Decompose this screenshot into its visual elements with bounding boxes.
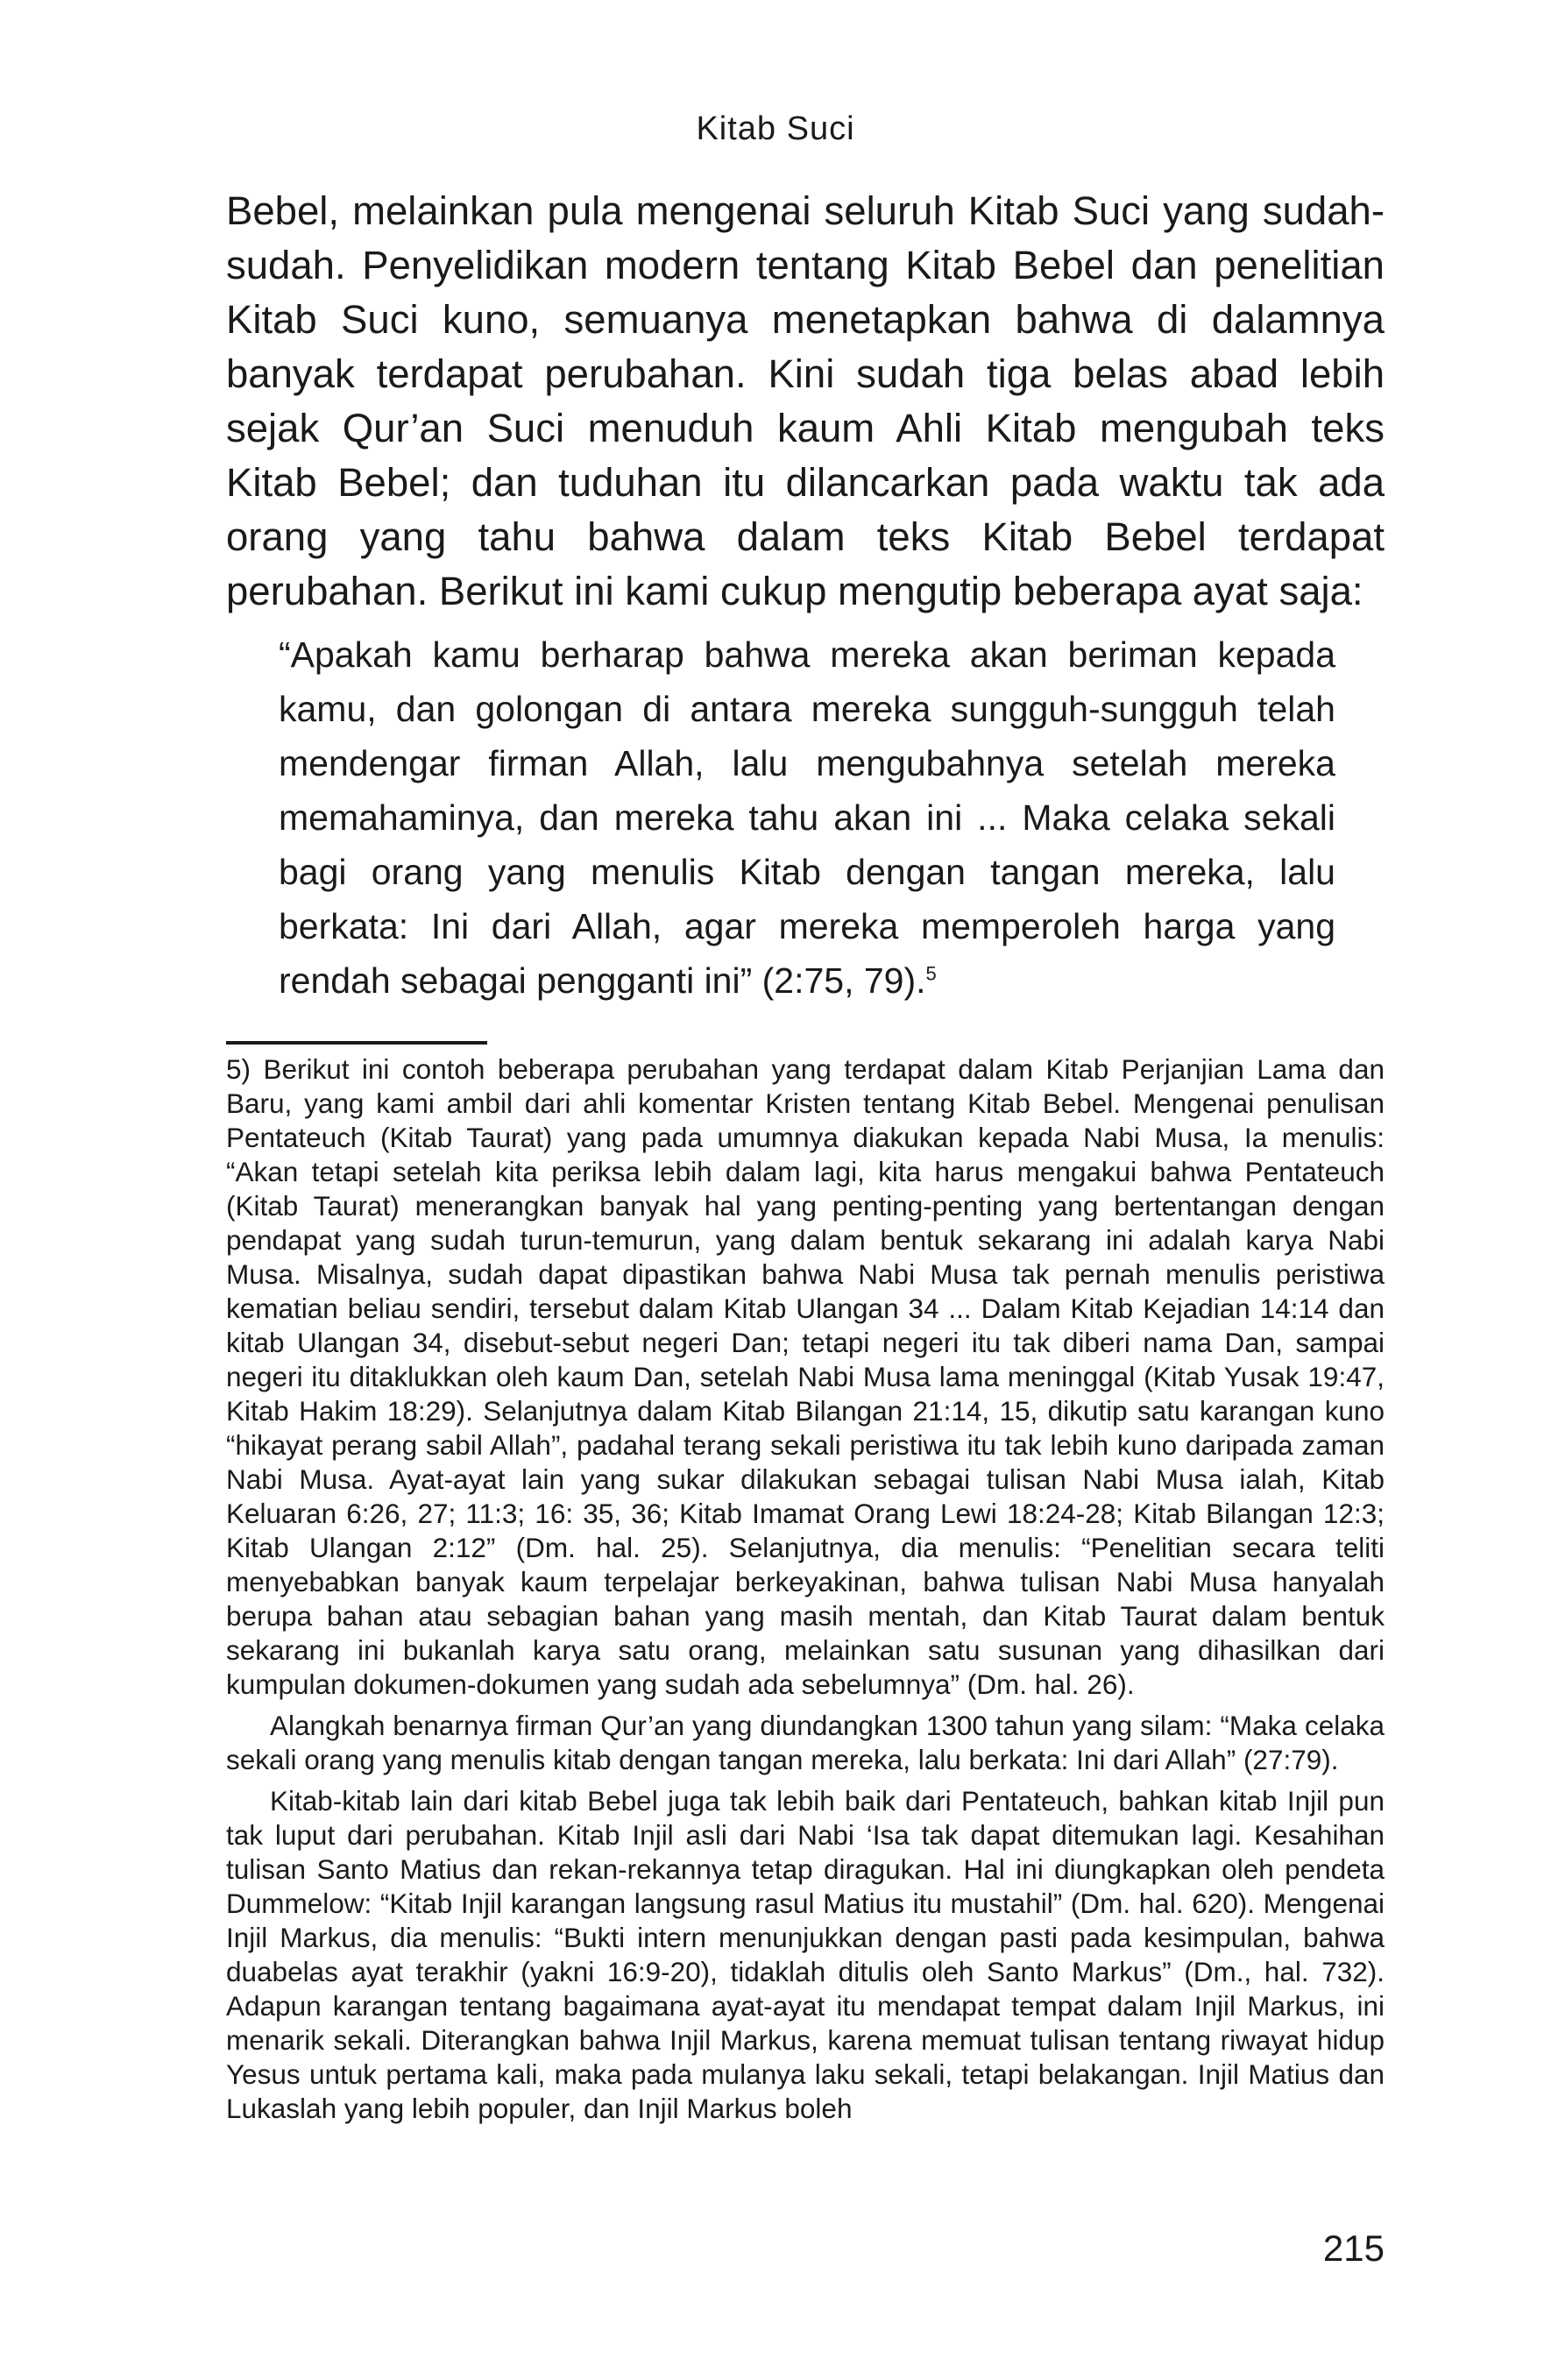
footnote-divider — [226, 1041, 487, 1045]
footnote-reference: 5 — [925, 962, 937, 985]
block-quote — [279, 627, 1335, 1008]
footnotes — [226, 1052, 1385, 2126]
footnote-paragraph: Alangkah benarnya firman Qur’an yang diundangkan 1300 tahun yang silam: “Maka celaka sekali orang yang menulis kitab dengan tangan mereka, lalu berkata: Ini dari Allah” (27:79). — [226, 1710, 1385, 1775]
quote-text: “Apakah kamu berharap bahwa mereka akan beriman kepada kamu, dan golongan di antara mereka sungguh-sungguh telah mendengar firman Allah, lalu mengubahnya setelah mereka memahaminya, dan mereka tahu akan ini ... Maka celaka sekali bagi orang yang menulis Kitab dengan tangan mereka, lalu berkata: Ini dari Allah, agar mereka memperoleh harga yang rendah sebagai pengganti ini” (2:75, 79). — [279, 634, 1335, 1001]
page-number: 215 — [1322, 2228, 1385, 2269]
footnote-paragraph: 5) Berikut ini contoh beberapa perubahan yang terdapat dalam Kitab Perjanjian Lama dan Baru, yang kami ambil dari ahli komentar Kristen tentang Kitab Bebel. Mengenai penulisan Pentateuch (Kitab Taurat) yang pada umumnya diakukan kepada Nabi Musa, Ia menulis: “Akan tetapi setelah kita periksa lebih dalam lagi, kita harus mengakui bahwa Pentateuch (Kitab Taurat) menerangkan banyak hal yang penting-penting yang bertentangan dengan pendapat yang sudah turun-temurun, yang dalam bentuk sekarang ini adalah karya Nabi Musa. Misalnya, sudah dapat dipastikan bahwa Nabi Musa tak pernah menulis peristiwa kematian beliau sendiri, tersebut dalam Kitab Ulangan 34 ... Dalam Kitab Kejadian 14:14 dan kitab Ulangan 34, disebut-sebut negeri Dan; tetapi negeri itu tak diberi nama Dan, sampai negeri itu ditaklukkan oleh kaum Dan, setelah Nabi Musa lama meninggal (Kitab Yusak 19:47, Kitab Hakim 18:29). Selanjutnya dalam Kitab Bilangan 21:14, 15, dikutip satu karangan kuno “hikayat perang sabil Allah”, padahal terang sekali peristiwa itu tak lebih kuno daripada zaman Nabi Musa. Ayat-ayat lain yang sukar dilakukan sebagai tulisan Nabi Musa ialah, Kitab Keluaran 6:26, 27; 11:3; 16: 35, 36; Kitab Imamat Orang Lewi 18:24-28; Kitab Bilangan 12:3; Kitab Ulangan 2:12” (Dm. hal. 25). Selanjutnya, dia menulis: “Penelitian secara teliti menyebabkan banyak kaum terpelajar berkeyakinan, bahwa tulisan Nabi Musa hanyalah berupa bahan atau sebagian bahan yang masih mentah, dan Kitab Taurat dalam bentuk sekarang ini bukanlah karya satu orang, melainkan satu susunan yang dihasilkan dari kumpulan dokumen-dokumen yang sudah ada sebelumnya” (Dm. hal. 26). — [226, 1053, 1385, 1700]
footnote-paragraph: Kitab-kitab lain dari kitab Bebel juga tak lebih baik dari Pentateuch, bahkan kitab Injil pun tak luput dari perubahan. Kitab Injil asli dari Nabi ‘Isa tak dapat ditemukan lagi. Kesahihan tulisan Santo Matius dan rekan-rekannya tetap diragukan. Hal ini diungkapkan oleh pendeta Dummelow: “Kitab Injil karangan langsung rasul Matius itu mustahil” (Dm. hal. 620). Mengenai Injil Markus, dia menulis: “Bukti intern menunjukkan dengan pasti pada kesimpulan, bahwa duabelas ayat terakhir (yakni 16:9-20), tidaklah ditulis oleh Santo Markus” (Dm., hal. 732). Adapun karangan tentang bagaimana ayat-ayat itu mendapat tempat dalam Injil Markus, ini menarik sekali. Diterangkan bahwa Injil Markus, karena memuat tulisan tentang riwayat hidup Yesus untuk pertama kali, maka pada mulanya laku sekali, tetapi belakangan. Injil Matius dan Lukaslah yang lebih populer, dan Injil Markus boleh — [226, 1785, 1385, 2124]
running-header: Kitab Suci — [696, 110, 855, 147]
body-paragraph: Bebel, melainkan pula mengenai seluruh Kitab Suci yang sudah-sudah. Penyelidikan modern tentang Kitab Bebel dan penelitian Kitab Suci kuno, semuanya menetapkan bahwa di dalamnya banyak terdapat perubahan. Kini sudah tiga belas abad lebih sejak Qur’an Suci menuduh kaum Ahli Kitab mengubah teks Kitab Bebel; dan tuduhan itu dilancarkan pada waktu tak ada orang yang tahu bahwa dalam teks Kitab Bebel terdapat perubahan. Berikut ini kami cukup mengutip beberapa ayat saja: — [226, 188, 1385, 613]
